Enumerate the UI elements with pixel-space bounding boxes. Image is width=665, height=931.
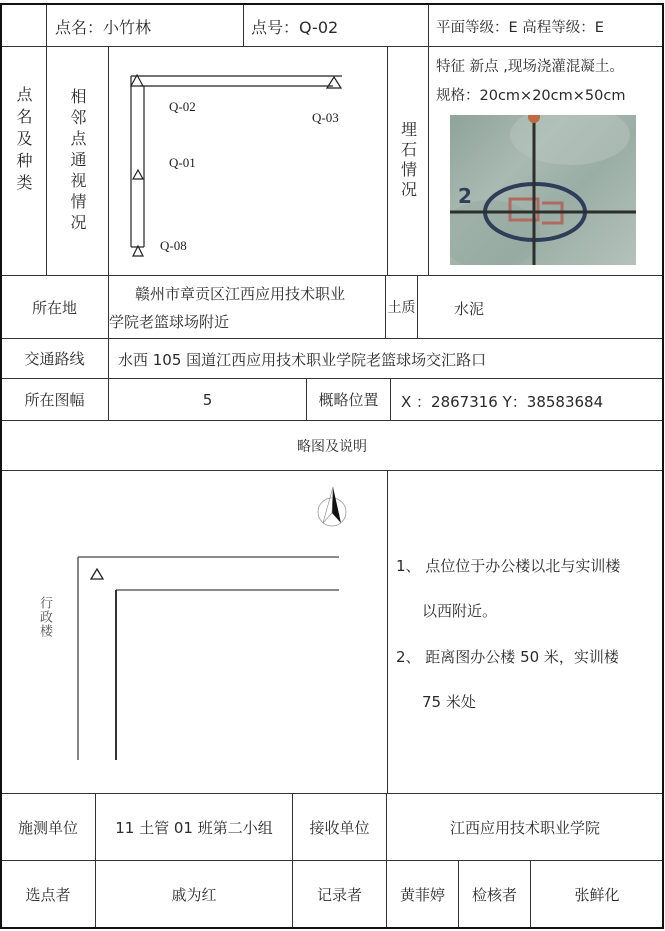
selector-value-cell: [95, 860, 293, 929]
sketch-map: [1, 471, 389, 795]
selector-label: 选点者: [25, 886, 71, 904]
point-label-q01: Q-01: [169, 155, 196, 170]
visibility-label-cell: [46, 46, 109, 276]
north-arrow-icon: [318, 487, 346, 526]
checker-value-cell: [530, 860, 664, 929]
recorder-value: 黄菲婷: [399, 886, 445, 904]
sketch-map-cell: [0, 470, 388, 794]
soil-label-cell: [385, 275, 418, 339]
burial-photo: [450, 115, 636, 265]
location-value-cell: [108, 275, 386, 339]
receive-unit-label-cell: [292, 793, 387, 861]
point-label-q08: Q-08: [160, 238, 187, 253]
building-label: 行政楼: [37, 596, 52, 638]
checker-value: 张鲜化: [574, 886, 620, 904]
checker-label-cell: [458, 860, 531, 929]
sketch-title-cell: [0, 420, 664, 471]
traffic-value: 水西 105 国道江西应用技术职业学院老篮球场交汇路口: [118, 351, 487, 369]
category-cell: [0, 46, 47, 276]
grade-cell: [428, 3, 664, 47]
soil-label: 土质: [387, 300, 416, 316]
approx-label-cell: [306, 378, 391, 421]
point-label-q02: Q-02: [169, 99, 196, 114]
burial-label-cell: [387, 46, 429, 276]
map-sheet-value: 5: [202, 390, 213, 409]
traffic-label-cell: [0, 338, 109, 379]
note-1-line1: 1、 点位位于办公楼以北与实训楼: [396, 557, 621, 575]
visibility-diagram-cell: [108, 46, 388, 276]
soil-value-cell: [417, 275, 664, 339]
survey-unit-value: 11 土管 01 班第二小组: [115, 818, 273, 837]
location-value-line1: 赣州市章贡区江西应用技术职业: [135, 285, 346, 303]
point-name-cell: [46, 3, 244, 47]
sketch-notes-cell: [387, 470, 664, 794]
note-1-line2: 以西附近。: [422, 602, 498, 620]
point-id-cell: [243, 3, 429, 47]
point-name-label: 点名：小竹林: [55, 18, 152, 37]
photo-mark-number: 2: [458, 184, 472, 208]
visibility-label: 相邻点通视情况: [68, 87, 87, 235]
map-sheet-value-cell: [108, 378, 307, 421]
approx-label: 概略位置: [318, 391, 379, 409]
recorder-label: 记录者: [316, 886, 362, 904]
point-id-label: 点号：Q-02: [251, 18, 339, 37]
sketch-title: 略图及说明: [297, 438, 367, 455]
location-label: 所在地: [31, 298, 77, 317]
burial-label: 埋石情况: [398, 121, 418, 201]
selector-value: 戚为红: [171, 886, 217, 904]
category-label: 点名及种类: [14, 86, 33, 196]
receive-unit-value-cell: [386, 793, 664, 861]
note-2-line2: 75 米处: [422, 693, 476, 711]
recorder-value-cell: [386, 860, 459, 929]
receive-unit-value: 江西应用技术职业学院: [449, 818, 600, 837]
survey-unit-value-cell: [95, 793, 293, 861]
receive-unit-label: 接收单位: [309, 818, 370, 837]
traffic-label: 交通路线: [24, 350, 85, 368]
map-sheet-label: 所在图幅: [24, 391, 85, 409]
grade-label: 平面等级：E 高程等级：E: [436, 20, 604, 36]
location-label-cell: [0, 275, 109, 339]
checker-label: 检核者: [471, 886, 517, 904]
spec-text: 规格：20cm×20cm×50cm: [436, 88, 626, 104]
approx-value-cell: [390, 378, 664, 421]
visibility-diagram: [109, 47, 389, 277]
location-value-line2: 学院老篮球场附近: [109, 313, 230, 331]
feature-text: 特征 新点 ,现场浇灌混凝土。: [436, 59, 624, 75]
map-sheet-label-cell: [0, 378, 109, 421]
survey-unit-label-cell: [0, 793, 96, 861]
recorder-label-cell: [292, 860, 387, 929]
traffic-value-cell: [108, 338, 664, 379]
survey-unit-label: 施测单位: [17, 818, 78, 837]
selector-label-cell: [0, 860, 96, 929]
note-2-line1: 2、 距离图办公楼 50 米，实训楼: [396, 648, 619, 666]
approx-value: X ：2867316 Y：38583684: [401, 393, 604, 411]
soil-value: 水泥: [454, 300, 485, 318]
corner-cell: [0, 3, 47, 47]
point-label-q03: Q-03: [312, 110, 339, 125]
